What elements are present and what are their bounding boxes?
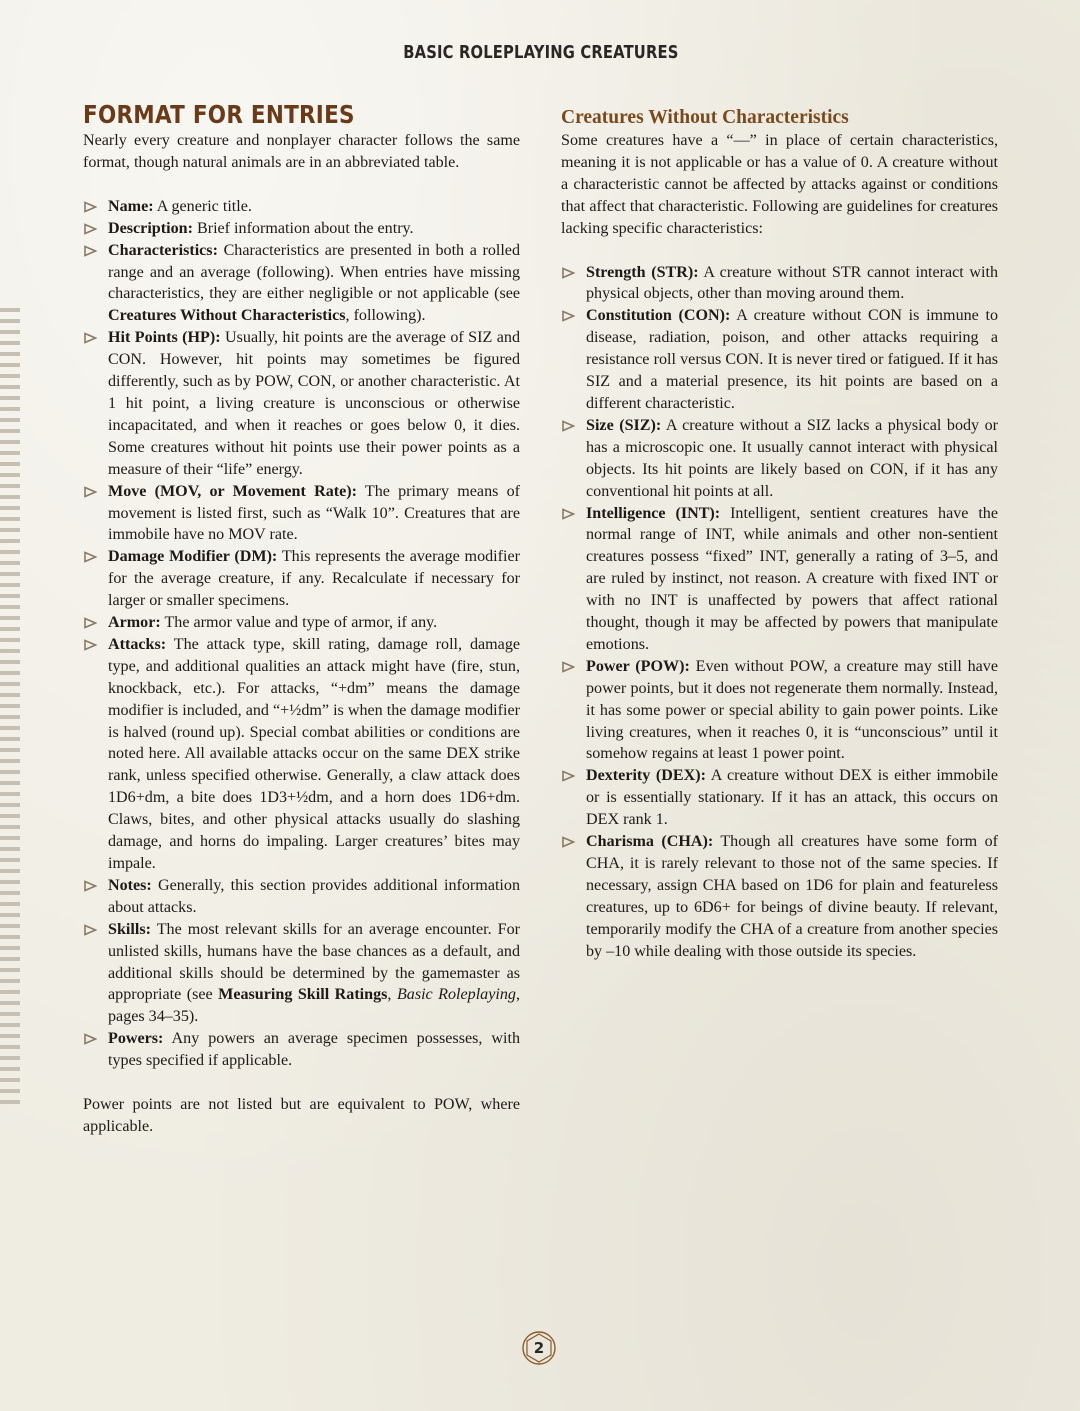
list-item [83,919,520,1029]
intro-paragraph: Nearly every creature and nonplayer character follows the same format, though natural animals are in an abbreviated table. [83,132,520,171]
list-item [83,196,520,218]
list-item [83,612,520,634]
running-header [386,38,696,66]
triangle-bullet-icon [83,880,97,892]
item-text: The primary means of movement is listed first, such as “Walk 10”. Creatures that are immobile have no MOV rate. [108,482,520,544]
item-text: The attack type, skill rating, damage roll, damage type, and additional qualities an attack might have (fire, stun, knockback, etc.). For attacks, “+dm” means the damage modifier is included, and “+½dm” is when the damage modifier is halved (round up). Special combat abilities or conditions are noted here. All available attacks occur on the same DEX strike rank, unless specified otherwise. Generally, a claw attack does 1D6+dm, a bite does 1D3+½dm, and a horn does 1D6+dm. Claws, bites, and other physical attacks usually do slashing damage, and horns do impaling. Larger creatures’ bites may impale. [108,635,521,872]
item-term: Constitution (CON): [586,307,731,325]
item-term: Intelligence (INT): [586,504,721,522]
triangle-bullet-icon [83,332,97,344]
item-term: Characteristics: [108,241,218,259]
header-title: BASIC ROLEPLAYING CREATURES [403,41,679,63]
list-item [83,1028,520,1072]
section-title: FORMAT FOR ENTRIES [83,100,355,129]
item-term: Armor: [108,614,161,632]
closing-paragraph: Power points are not listed but are equivalent to POW, where applicable. [83,1096,520,1135]
item-term: Damage Modifier (DM): [108,548,278,566]
page-number-badge [521,1330,557,1366]
entry-format-list [83,196,520,1072]
item-term: Description: [108,219,193,237]
list-item [83,327,520,480]
item-text: Any powers an average specimen possesses, with types specified if applicable. [108,1030,520,1070]
list-item [561,503,998,656]
triangle-bullet-icon [83,551,97,563]
triangle-bullet-icon [561,310,575,322]
triangle-bullet-icon [561,267,575,279]
item-text: Generally, this section provides additional information about attacks. [108,876,520,916]
item-text-tail: , pages 34–35). [108,986,520,1026]
item-term: Notes: [108,876,152,894]
list-item [83,240,520,328]
list-item [561,831,998,962]
item-text: A creature without STR cannot interact with physical objects, other than moving around them. [586,263,998,303]
item-text: The most relevant skills for an average encounter. For unlisted skills, humans have the base chances as a default, and additional skills should be determined by the gamemaster as appropriate (see [108,920,520,1004]
item-text: Brief information about the entry. [196,219,414,237]
page-edge-tabs [0,308,20,1104]
list-item [561,765,998,831]
item-term: Name: [108,197,154,215]
list-item [83,875,520,919]
item-term: Power (POW): [586,657,690,675]
list-item [561,262,998,306]
list-item [83,634,520,875]
characteristics-list [561,262,998,963]
triangle-bullet-icon [561,770,575,782]
triangle-bullet-icon [83,486,97,498]
item-text: Intelligent, sentient creatures have the normal range of INT, while animals and other non-sentient creatures possess “fixed” INT, generally a rating of 3–5, and are ruled by instinct, not reason. A creature with fixed INT or with no INT is unaffected by powers that affect rational thought, though it may be affected by powers that manipulate emotions. [586,504,998,653]
right-column [561,96,998,963]
item-text: A creature without CON is immune to disease, radiation, poison, and other attacks requiring a resistance roll versus CON. It is never tired or fatigued. If it has SIZ and a material presence, its hit points are based on a different characteristic. [586,307,999,412]
item-term: Size (SIZ): [586,416,662,434]
item-text: Characteristics are presented in both a rolled range and an average (following). When entries have missing characteristics, they are either negligible or not applicable (see [108,241,521,303]
item-text-after: , following). [345,307,426,325]
item-term: Hit Points (HP): [108,329,221,347]
item-term: Move (MOV, or Movement Rate): [108,482,357,500]
triangle-bullet-icon [561,420,575,432]
item-term: Dexterity (DEX): [586,767,706,785]
item-text: This represents the average modifier for the average creature, if any. Recalculate if necessary for larger or smaller specimens. [108,548,520,610]
item-text: Though all creatures have some form of CHA, it is rarely relevant to those not of the same species. If necessary, assign CHA based on 1D6 for plain and featureless creatures, up to 6D6+ for beings of divine beauty. If relevant, temporarily modify the CHA of a creature from another species by –10 while dealing with those outside its species. [586,833,999,960]
list-item [561,305,998,415]
item-term: Charisma (CHA): [586,833,714,851]
list-item [83,218,520,240]
triangle-bullet-icon [561,836,575,848]
triangle-bullet-icon [561,661,575,673]
list-item [561,415,998,503]
cross-reference: Measuring Skill Ratings [218,986,388,1004]
triangle-bullet-icon [83,924,97,936]
list-item [83,546,520,612]
triangle-bullet-icon [83,617,97,629]
item-text: A generic title. [156,197,252,215]
item-text: Even without POW, a creature may still have power points, but it does not regenerate them normally. Instead, it has some power or special ability to gain power points. Like living creatures, when it reaches 0, it is “unconscious” until it somehow regains at least 1 power point. [586,657,998,763]
triangle-bullet-icon [83,223,97,235]
item-text: The armor value and type of armor, if any. [164,614,438,632]
item-term: Skills: [108,920,151,938]
item-text-after: , [387,986,392,1004]
left-column [83,96,520,1138]
triangle-bullet-icon [83,201,97,213]
item-term: Strength (STR): [586,263,699,281]
subsection-title: Creatures Without Characteristics [561,107,849,128]
item-text: A creature without a SIZ lacks a physical body or has a microscopic one. It usually cannot interact with physical objects. Its hit points are likely based on CON, if it has any conventional hit points at all. [586,416,999,500]
subsection-intro: Some creatures have a “—” in place of certain characteristics, meaning it is not applicable or has a value of 0. A creature without a characteristic cannot be affected by attacks against or conditions that affect that characteristic. Following are guidelines for creatures lacking specific characteristics: [561,132,998,237]
triangle-bullet-icon [561,508,575,520]
item-text: A creature without DEX is either immobile or is essentially stationary. If it has an attack, this occurs on DEX rank 1. [586,767,999,829]
cross-reference: Creatures Without Characteristics [108,307,346,325]
item-term: Powers: [108,1030,164,1048]
list-item [561,656,998,766]
list-item [83,481,520,547]
page-number: 2 [533,1339,545,1357]
item-term: Attacks: [108,635,167,653]
triangle-bullet-icon [83,245,97,257]
item-text: Usually, hit points are the average of SIZ and CON. However, hit points may sometimes be figured differently, such as by POW, CON, or another characteristic. At 1 hit point, a living creature is unconscious or otherwise incapacitated, and when it reaches or goes below 0, it dies. Some creatures without hit points use their power points as a measure of their “life” energy. [108,329,520,478]
book-title: Basic Roleplaying [396,986,516,1004]
triangle-bullet-icon [83,1033,97,1045]
triangle-bullet-icon [83,639,97,651]
